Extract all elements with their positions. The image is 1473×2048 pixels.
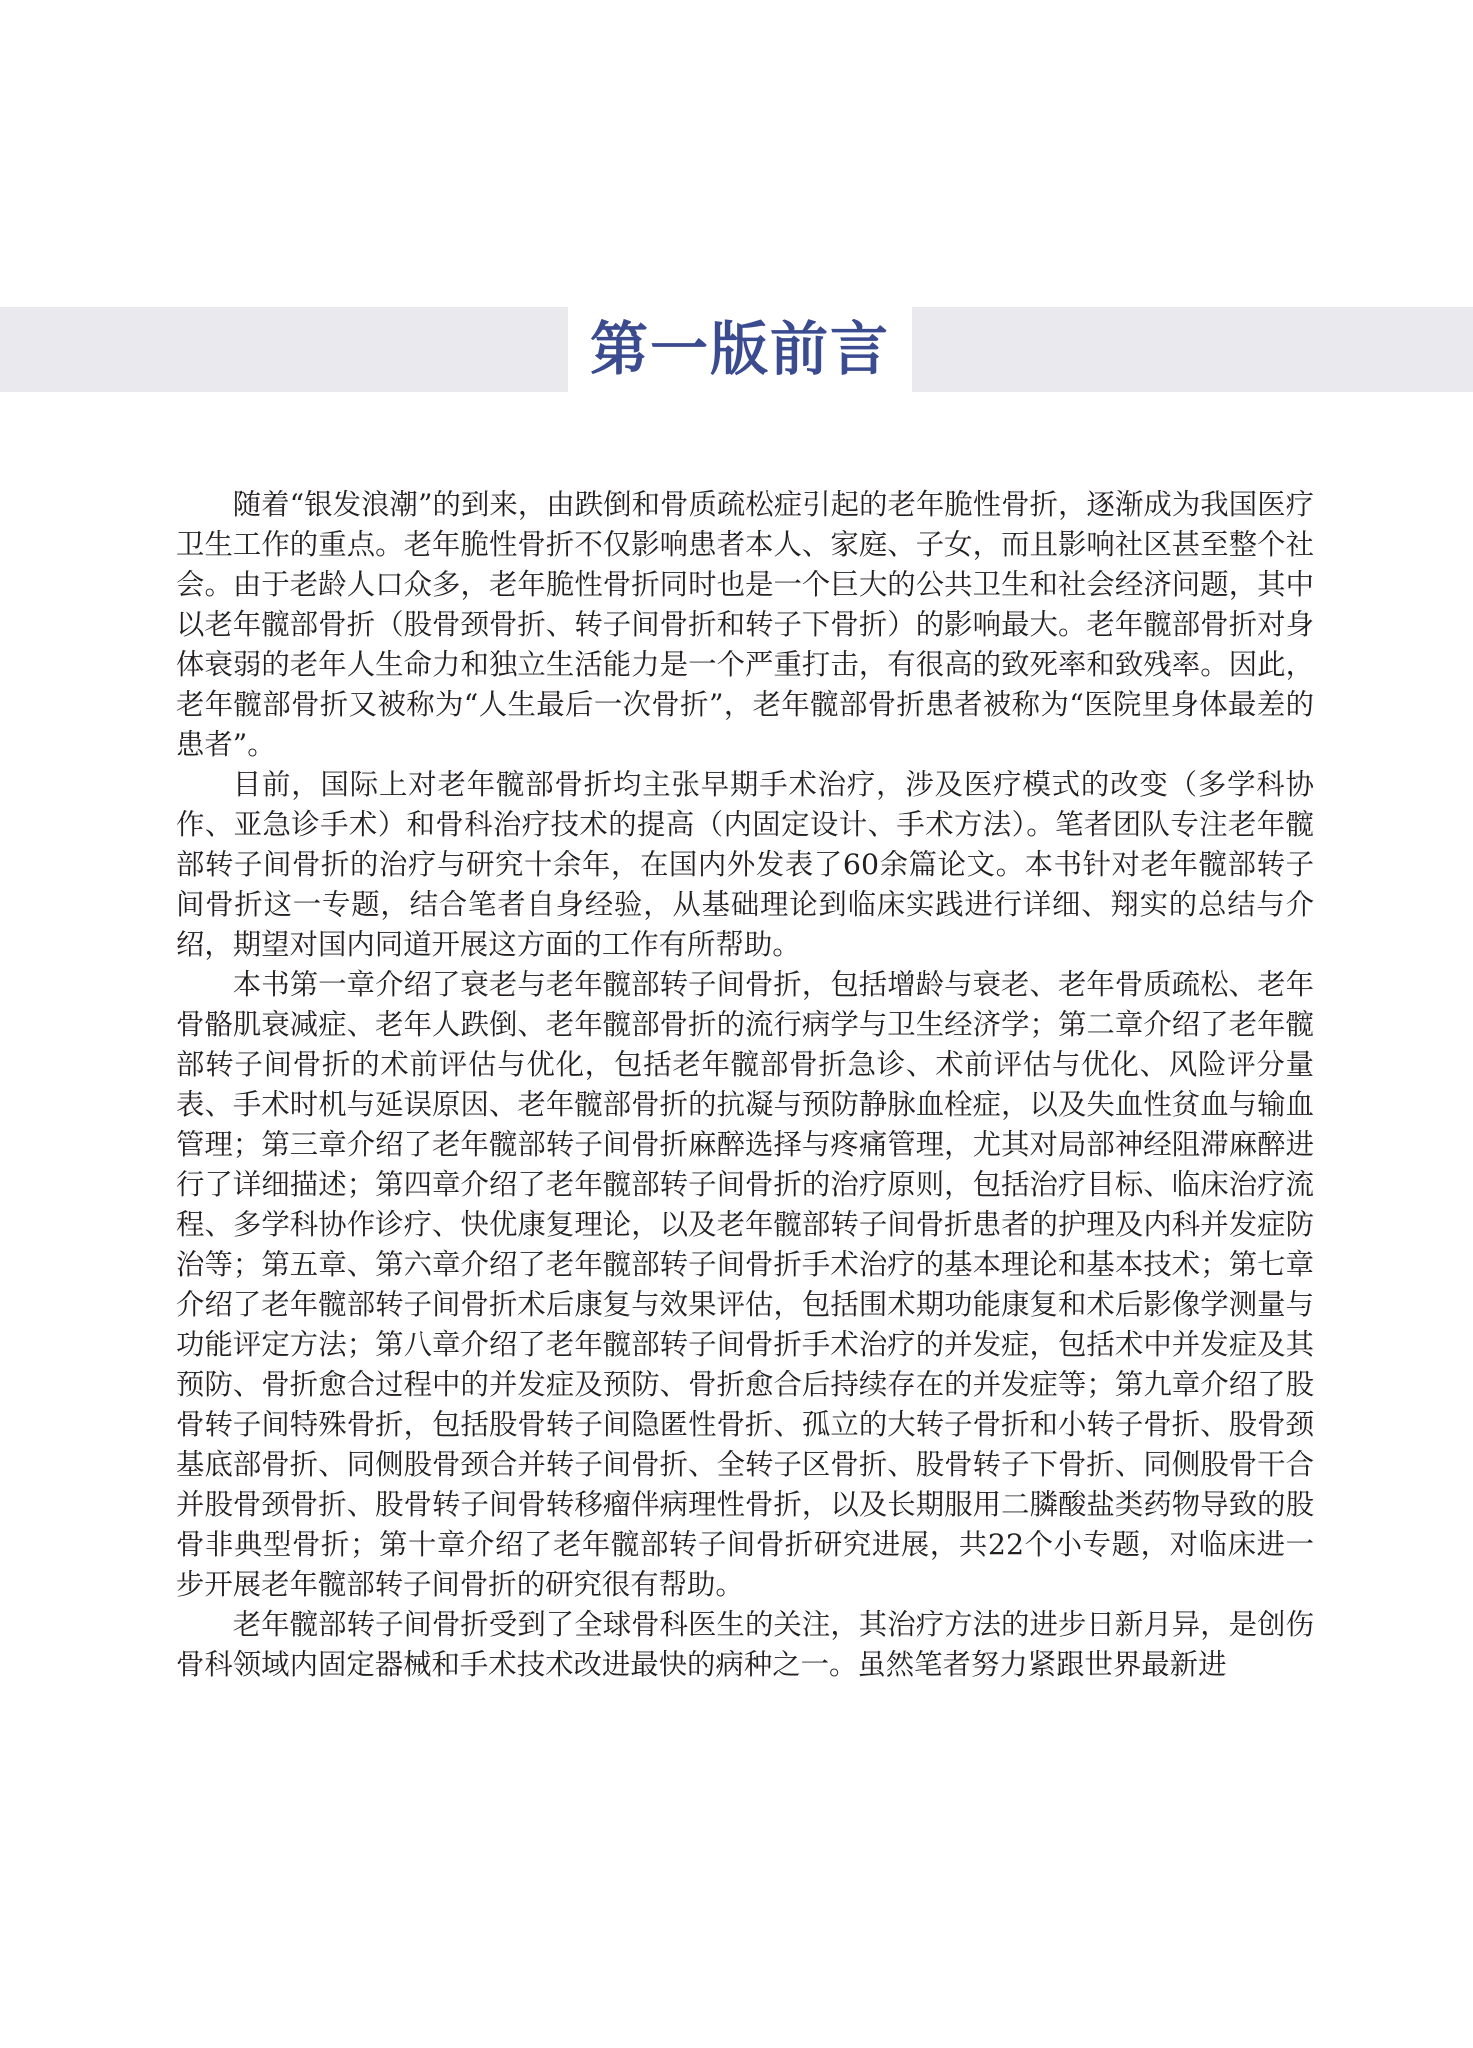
title-banner-right <box>912 307 1473 392</box>
paragraph-1: 随着“银发浪潮”的到来，由跌倒和骨质疏松症引起的老年脆性骨折，逐渐成为我国医疗卫生工作的重点。老年脆性骨折不仅影响患者本人、家庭、子女，而且影响社区甚至整个社会。由于老龄人口众多，老年脆性骨折同时也是一个巨大的公共卫生和社会经济问题，其中以老年髋部骨折（股骨颈骨折、转子间骨折和转子下骨折）的影响最大。老年髋部骨折对身体衰弱的老年人生命力和独立生活能力是一个严重打击，有很高的致死率和致残率。因此，老年髋部骨折又被称为“人生最后一次骨折”，老年髋部骨折患者被称为“医院里身体最差的患者”。 <box>176 488 1314 761</box>
title-banner-left <box>0 307 568 392</box>
page-title: 第一版前言 <box>589 315 890 383</box>
body-text <box>176 485 1314 1685</box>
paragraph-3: 本书第一章介绍了衰老与老年髋部转子间骨折，包括增龄与衰老、老年骨质疏松、老年骨骼肌衰减症、老年人跌倒、老年髋部骨折的流行病学与卫生经济学；第二章介绍了老年髋部转子间骨折的术前评估与优化，包括老年髋部骨折急诊、术前评估与优化、风险评分量表、手术时机与延误原因、老年髋部骨折的抗凝与预防静脉血栓症，以及失血性贫血与输血管理；第三章介绍了老年髋部转子间骨折麻醉选择与疼痛管理，尤其对局部神经阻滞麻醉进行了详细描述；第四章介绍了老年髋部转子间骨折的治疗原则，包括治疗目标、临床治疗流程、多学科协作诊疗、快优康复理论，以及老年髋部转子间骨折患者的护理及内科并发症防治等；第五章、第六章介绍了老年髋部转子间骨折手术治疗的基本理论和基本技术；第七章介绍了老年髋部转子间骨折术后康复与效果评估，包括围术期功能康复和术后影像学测量与功能评定方法；第八章介绍了老年髋部转子间骨折手术治疗的并发症，包括术中并发症及其预防、骨折愈合过程中的并发症及预防、骨折愈合后持续存在的并发症等；第九章介绍了股骨转子间特殊骨折，包括股骨转子间隐匿性骨折、孤立的大转子骨折和小转子骨折、股骨颈基底部骨折、同侧股骨颈合并转子间骨折、全转子区骨折、股骨转子下骨折、同侧股骨干合并股骨颈骨折、股骨转子间骨转移瘤伴病理性骨折，以及长期服用二膦酸盐类药物导致的股骨非典型骨折；第十章介绍了老年髋部转子间骨折研究进展，共22个小专题，对临床进一步开展老年髋部转子间骨折的研究很有帮助。 <box>176 968 1314 1601</box>
paragraph-2: 目前，国际上对老年髋部骨折均主张早期手术治疗，涉及医疗模式的改变（多学科协作、亚急诊手术）和骨科治疗技术的提高（内固定设计、手术方法）。笔者团队专注老年髋部转子间骨折的治疗与研究十余年，在国内外发表了60余篇论文。本书针对老年髋部转子间骨折这一专题，结合笔者自身经验，从基础理论到临床实践进行详细、翔实的总结与介绍，期望对国内同道开展这方面的工作有所帮助。 <box>176 768 1314 961</box>
paragraph-4: 老年髋部转子间骨折受到了全球骨科医生的关注，其治疗方法的进步日新月异，是创伤骨科领域内固定器械和手术技术改进最快的病种之一。虽然笔者努力紧跟世界最新进 <box>176 1608 1314 1681</box>
